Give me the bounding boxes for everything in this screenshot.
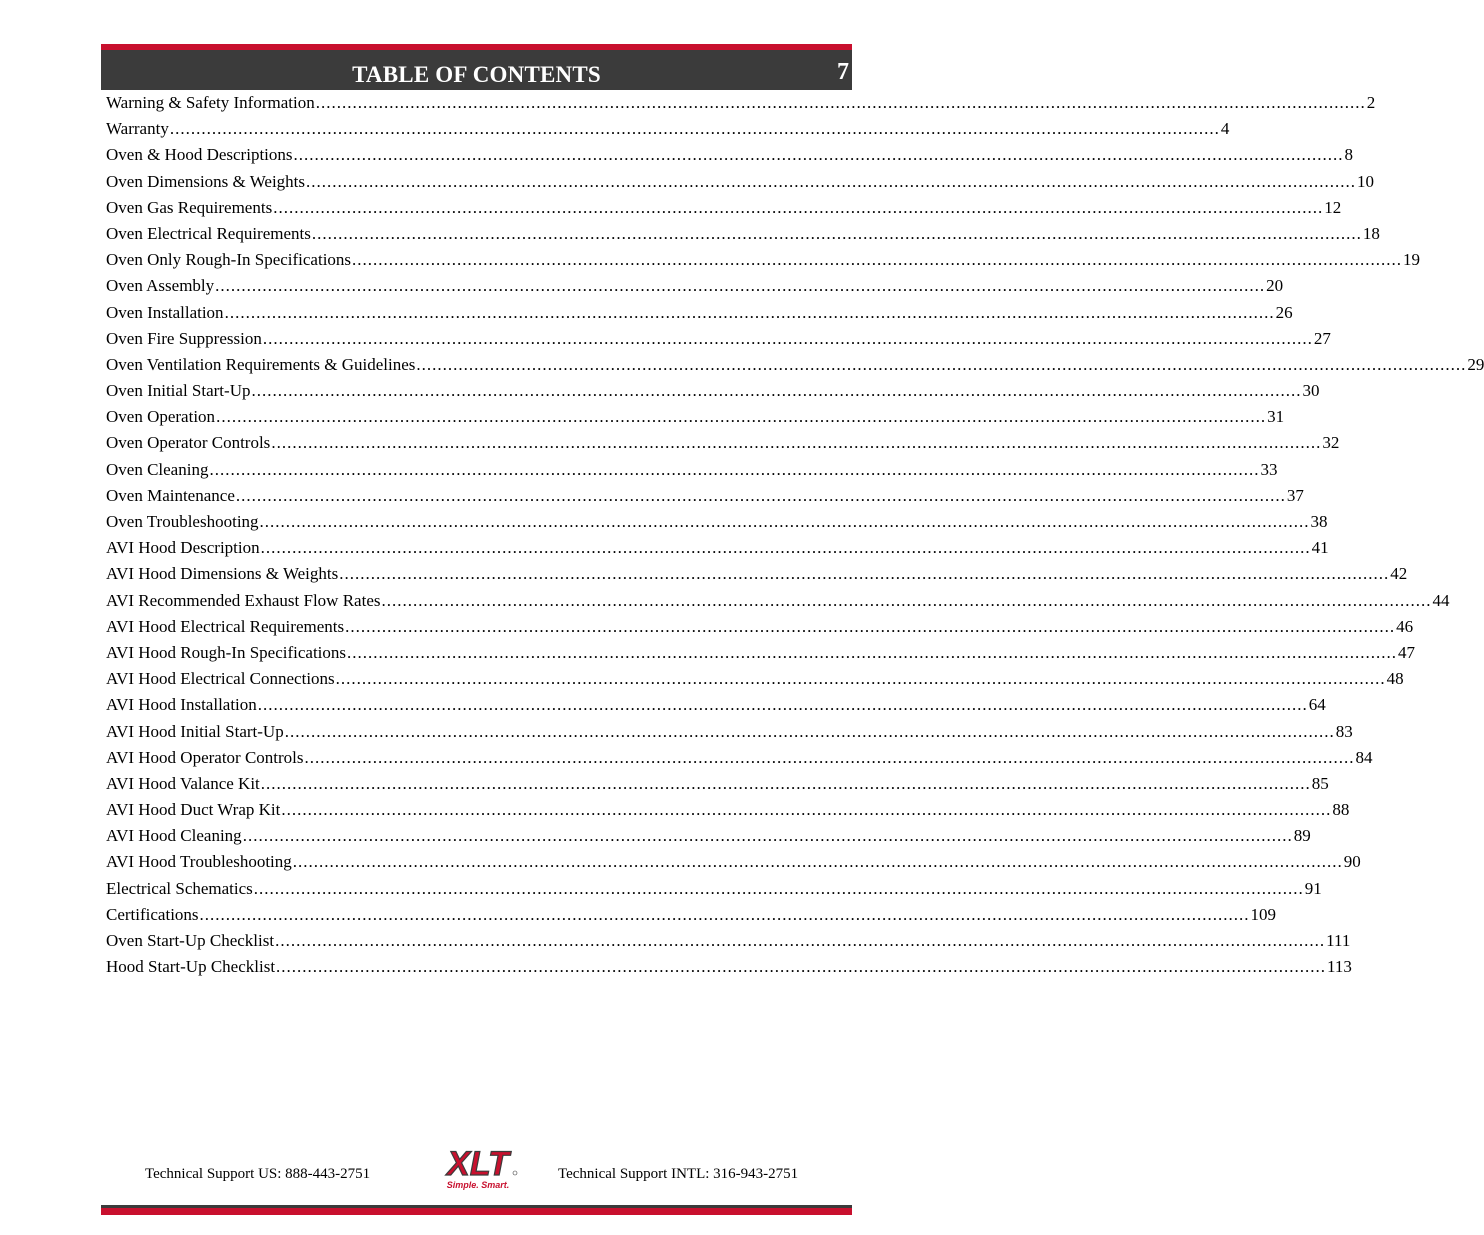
toc-entry-page: 109	[1250, 904, 1277, 924]
toc-dot-leader: ........................................................................................................................................................................................................	[347, 642, 1398, 662]
toc-entry-page: 37	[1286, 485, 1304, 505]
toc-entry-title: Oven Cleaning	[106, 459, 209, 479]
toc-entry[interactable]	[106, 430, 1340, 456]
toc-dot-leader: ........................................................................................................................................................................................................	[216, 407, 1267, 427]
toc-entry-title: AVI Recommended Exhaust Flow Rates	[106, 590, 381, 610]
toc-entry-page: 10	[1357, 171, 1375, 191]
toc-entry[interactable]	[106, 614, 1414, 640]
toc-dot-leader: ........................................................................................................................................................................................................	[281, 800, 1332, 820]
toc-dot-leader: ........................................................................................................................................................................................................	[235, 485, 1286, 505]
toc-entry-title: Hood Start-Up Checklist	[106, 957, 276, 977]
toc-dot-leader: ........................................................................................................................................................................................................	[242, 826, 1293, 846]
toc-entry[interactable]	[106, 719, 1353, 745]
toc-entry-title: AVI Hood Rough-In Specifications	[106, 642, 347, 662]
toc-dot-leader: ........................................................................................................................................................................................................	[292, 852, 1343, 872]
logo-tagline: Simple. Smart.	[446, 1180, 510, 1190]
toc-entry-page: 31	[1267, 407, 1285, 427]
toc-dot-leader: ........................................................................................................................................................................................................	[259, 512, 1310, 531]
toc-entry-title: Oven Installation	[106, 302, 224, 322]
toc-entry[interactable]	[106, 954, 1352, 980]
toc-dot-leader: ........................................................................................................................................................................................................	[352, 250, 1403, 270]
toc-entry-title: Oven Dimensions & Weights	[106, 171, 306, 191]
toc-entry-title: AVI Hood Operator Controls	[106, 747, 304, 767]
toc-entry-title: AVI Hood Description	[106, 538, 260, 558]
toc-entry-title: Oven Operator Controls	[106, 433, 271, 453]
toc-dot-leader: ........................................................................................................................................................................................................	[199, 904, 1250, 924]
toc-dot-leader: ........................................................................................................................................................................................................	[253, 878, 1304, 898]
toc-entry-title: Oven Only Rough-In Specifications	[106, 250, 352, 270]
xlt-logo	[428, 1143, 528, 1193]
toc-dot-leader: ........................................................................................................................................................................................................	[304, 747, 1355, 767]
header-bar	[101, 44, 852, 90]
toc-dot-leader: ........................................................................................................................................................................................................	[275, 931, 1326, 950]
toc-entry[interactable]	[106, 169, 1375, 195]
toc-entry[interactable]	[106, 483, 1304, 509]
toc-entry[interactable]	[106, 247, 1421, 273]
toc-entry-title: Oven Initial Start-Up	[106, 381, 251, 401]
toc-entry-title: Oven Ventilation Requirements & Guidelines	[106, 354, 416, 374]
toc-entry-page: 2	[1366, 93, 1376, 112]
toc-entry-page: 111	[1326, 931, 1351, 950]
toc-entry-page: 20	[1266, 276, 1284, 296]
toc-dot-leader: ........................................................................................................................................................................................................	[273, 197, 1324, 217]
footer-bar	[101, 1205, 852, 1215]
toc-entry-page: 91	[1304, 878, 1322, 898]
toc-entry-title: Certifications	[106, 904, 199, 924]
toc-entry-page: 84	[1355, 747, 1373, 767]
toc-entry-page: 38	[1310, 512, 1328, 531]
toc-entry-page: 47	[1398, 642, 1416, 662]
toc-dot-leader: ........................................................................................................................................................................................................	[315, 93, 1366, 112]
toc-entry[interactable]	[106, 142, 1354, 168]
toc-dot-leader: ........................................................................................................................................................................................................	[276, 957, 1327, 977]
toc-entry-title: AVI Hood Installation	[106, 695, 257, 715]
toc-dot-leader: ........................................................................................................................................................................................................	[311, 223, 1362, 243]
toc-entry-title: Oven Gas Requirements	[106, 197, 273, 217]
toc-entry[interactable]	[106, 116, 1230, 142]
toc-entry[interactable]	[106, 902, 1277, 928]
toc-entry[interactable]	[106, 692, 1326, 718]
toc-entry-title: AVI Hood Dimensions & Weights	[106, 564, 339, 584]
toc-entry[interactable]	[106, 352, 1484, 378]
toc-entry[interactable]	[106, 561, 1408, 587]
toc-dot-leader: ........................................................................................................................................................................................................	[339, 564, 1390, 584]
toc-dot-leader: ........................................................................................................................................................................................................	[293, 145, 1344, 165]
toc-entry-page: 33	[1260, 459, 1278, 479]
logo-mark-icon	[445, 1145, 517, 1190]
toc-dot-leader: ........................................................................................................................................................................................................	[262, 328, 1313, 348]
toc-dot-leader: ........................................................................................................................................................................................................	[209, 459, 1260, 479]
toc-entry[interactable]	[106, 273, 1284, 299]
toc-entry[interactable]	[106, 326, 1331, 352]
toc-dot-leader: ........................................................................................................................................................................................................	[284, 721, 1335, 741]
toc-entry-page: 32	[1322, 433, 1340, 453]
toc-entry[interactable]	[106, 666, 1404, 692]
toc-dot-leader: ........................................................................................................................................................................................................	[260, 538, 1311, 558]
toc-dot-leader: ........................................................................................................................................................................................................	[260, 773, 1311, 793]
toc-entry[interactable]	[106, 457, 1278, 483]
toc-dot-leader: ........................................................................................................................................................................................................	[306, 171, 1357, 191]
toc-entry[interactable]	[106, 797, 1350, 823]
toc-entry-page: 41	[1311, 538, 1329, 558]
toc-entry-page: 113	[1327, 957, 1352, 977]
toc-entry-page: 19	[1403, 250, 1421, 270]
toc-dot-leader: ........................................................................................................................................................................................................	[381, 590, 1432, 610]
toc-entry[interactable]	[106, 771, 1329, 797]
toc-entry[interactable]	[106, 509, 1328, 535]
toc-entry-page: 48	[1386, 669, 1404, 689]
toc-entry-page: 26	[1275, 302, 1293, 322]
toc-entry[interactable]	[106, 876, 1322, 902]
toc-dot-leader: ........................................................................................................................................................................................................	[224, 302, 1275, 322]
toc-entry-page: 88	[1332, 800, 1350, 820]
toc-entry[interactable]	[106, 378, 1320, 404]
toc-entry-page: 64	[1308, 695, 1326, 715]
toc-entry-page: 46	[1396, 616, 1414, 636]
support-intl-text: Technical Support INTL: 316-943-2751	[558, 1166, 799, 1182]
toc-entry[interactable]	[106, 823, 1311, 849]
toc-entry[interactable]	[106, 221, 1380, 247]
toc-dot-leader: ........................................................................................................................................................................................................	[416, 354, 1467, 374]
toc-entry-title: Oven Operation	[106, 407, 216, 427]
page-number: 7	[837, 59, 849, 85]
toc-entry[interactable]	[106, 404, 1285, 430]
toc-entry-title: AVI Hood Electrical Requirements	[106, 616, 345, 636]
toc-dot-leader: ........................................................................................................................................................................................................	[251, 381, 1302, 401]
toc-entry-title: AVI Hood Troubleshooting	[106, 852, 292, 872]
toc-entry-title: Oven Assembly	[106, 276, 215, 296]
toc-entry-page: 30	[1302, 381, 1320, 401]
toc-entry-title: Oven Fire Suppression	[106, 328, 262, 348]
toc-entry-page: 83	[1335, 721, 1353, 741]
toc-dot-leader: ........................................................................................................................................................................................................	[345, 616, 1396, 636]
toc-entry[interactable]	[106, 928, 1351, 954]
toc-entry-title: AVI Hood Initial Start-Up	[106, 721, 284, 741]
table-of-contents	[106, 90, 1484, 980]
toc-entry-page: 85	[1311, 773, 1329, 793]
toc-entry[interactable]	[106, 535, 1329, 561]
toc-entry-title: Oven Electrical Requirements	[106, 223, 311, 243]
toc-entry-title: AVI Hood Cleaning	[106, 826, 242, 846]
toc-entry-page: 4	[1220, 119, 1230, 139]
toc-entry-title: AVI Hood Valance Kit	[106, 773, 260, 793]
toc-entry-title: Electrical Schematics	[106, 878, 253, 898]
toc-entry-page: 29	[1467, 354, 1484, 374]
logo-text: XLT	[447, 1145, 509, 1183]
toc-entry-title: Warning & Safety Information	[106, 93, 315, 112]
toc-entry[interactable]	[106, 849, 1361, 875]
toc-entry-title: Oven Maintenance	[106, 485, 235, 505]
support-us-text: Technical Support US: 888-443-2751	[145, 1166, 371, 1182]
toc-entry[interactable]	[106, 300, 1293, 326]
page-title: TABLE OF CONTENTS	[352, 62, 601, 87]
toc-entry[interactable]	[106, 640, 1416, 666]
toc-dot-leader: ........................................................................................................................................................................................................	[335, 669, 1386, 689]
toc-entry-title: Oven & Hood Descriptions	[106, 145, 293, 165]
toc-entry-page: 89	[1293, 826, 1311, 846]
toc-entry-page: 90	[1343, 852, 1361, 872]
toc-dot-leader: ........................................................................................................................................................................................................	[169, 119, 1220, 139]
toc-entry-page: 44	[1432, 590, 1450, 610]
toc-entry[interactable]	[106, 745, 1373, 771]
toc-entry-page: 12	[1324, 197, 1342, 217]
toc-entry[interactable]	[106, 90, 1376, 116]
toc-entry-page: 18	[1362, 223, 1380, 243]
toc-dot-leader: ........................................................................................................................................................................................................	[271, 433, 1322, 453]
toc-entry-title: AVI Hood Duct Wrap Kit	[106, 800, 281, 820]
toc-entry[interactable]	[106, 588, 1450, 614]
toc-dot-leader: ........................................................................................................................................................................................................	[257, 695, 1308, 715]
toc-entry-title: Warranty	[106, 119, 169, 139]
toc-entry-page: 27	[1313, 328, 1331, 348]
toc-entry[interactable]	[106, 195, 1342, 221]
toc-entry-title: Oven Start-Up Checklist	[106, 931, 275, 950]
toc-entry-title: AVI Hood Electrical Connections	[106, 669, 335, 689]
toc-entry-title: Oven Troubleshooting	[106, 512, 259, 531]
toc-entry-page: 42	[1390, 564, 1408, 584]
toc-dot-leader: ........................................................................................................................................................................................................	[215, 276, 1266, 296]
toc-entry-page: 8	[1344, 145, 1354, 165]
